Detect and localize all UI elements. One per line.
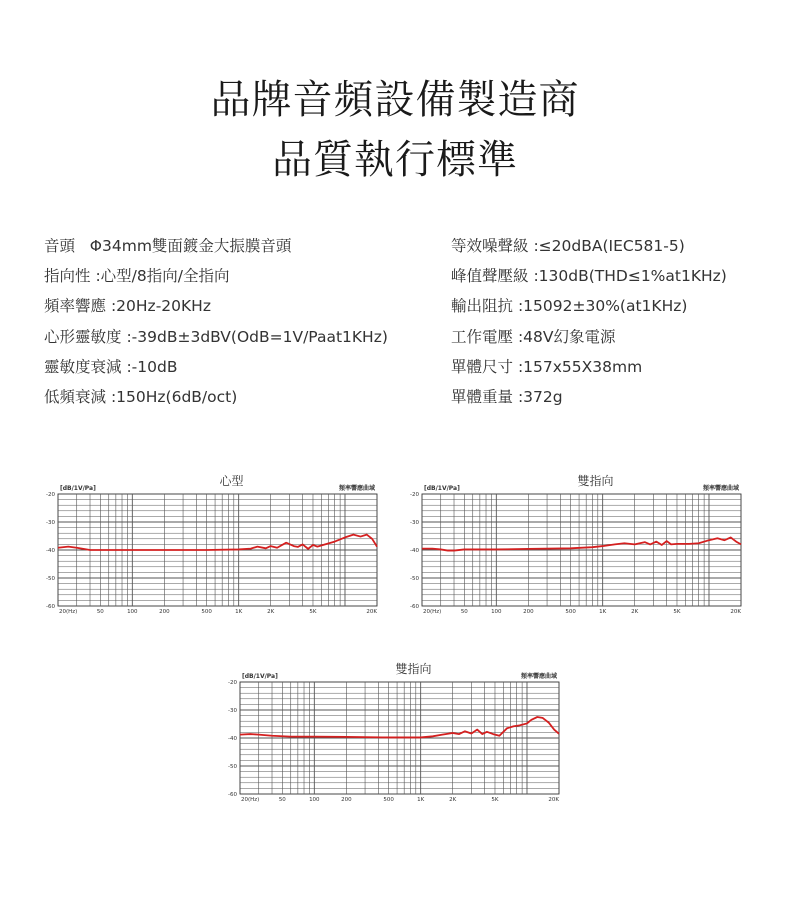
spec-row [44,387,388,417]
unit-label: [dB/1V/Pa] [60,485,96,492]
spec-label: 單體重量 [451,387,514,406]
x-tick-label: 20(Hz) [241,797,260,803]
spec-row [451,236,727,266]
chart-svg [404,472,749,622]
unit-label: [dB/1V/Pa] [242,673,278,680]
y-tick-label: -30 [410,520,419,526]
chart-right-label: 頻率響應曲域 [338,485,375,492]
y-tick-label: -40 [410,548,419,554]
spec-label: 頻率響應 [44,297,107,316]
spec-list-right [451,236,727,417]
spec-row [451,266,727,296]
x-tick-label: 20K [730,609,741,615]
spec-value: :≤20dBA(IEC581-5) [533,237,685,255]
chart-title: 雙指向 [395,662,432,676]
spec-row [44,357,388,387]
y-tick-label: -50 [46,576,55,582]
x-tick-label: 100 [491,609,502,615]
y-tick-label: -30 [46,520,55,526]
y-tick-label: -30 [228,708,237,714]
spec-value: Φ34mm雙面鍍金大振膜音頭 [89,237,292,255]
spec-label: 單體尺寸 [451,357,514,376]
chart-svg [222,660,567,810]
spec-row [451,296,727,326]
y-tick-label: -50 [410,576,419,582]
chart-title: 雙指向 [577,474,614,488]
spec-row [451,327,727,357]
x-tick-label: 1K [599,609,607,615]
spec-row [44,327,388,357]
x-tick-label: 50 [96,609,104,615]
x-tick-label: 1K [235,609,243,615]
x-tick-label: 100 [309,797,320,803]
spec-row [44,266,388,296]
y-tick-label: -40 [228,736,237,742]
spec-value: :157x55X38mm [517,357,643,376]
x-tick-label: 100 [127,609,138,615]
x-tick-label: 200 [523,609,534,615]
chart-cardioid [40,472,385,622]
spec-value: :-39dB±3dBV(OdB=1V/Paat1KHz) [126,327,388,346]
spec-label: 峰值聲壓級 [451,267,529,286]
y-tick-label: -20 [228,680,237,686]
spec-row [44,236,388,266]
x-tick-label: 2K [449,797,457,803]
spec-label: 靈敏度衰減 [44,357,122,376]
page-title-line2: 品質執行標準 [272,137,518,183]
spec-label: 等效噪聲級 [451,237,529,255]
x-tick-label: 50 [278,797,286,803]
x-tick-label: 2K [631,609,639,615]
x-tick-label: 20K [548,797,559,803]
y-tick-label: -20 [410,492,419,498]
x-tick-label: 20(Hz) [59,609,78,615]
x-tick-label: 5K [309,609,317,615]
x-tick-label: 20K [366,609,377,615]
spec-label: 心形靈敏度 [44,327,122,346]
spec-value: :130dB(THD≤1%at1KHz) [533,267,727,286]
x-tick-label: 200 [159,609,170,615]
spec-label: 低頻衰減 [44,387,107,406]
chart-right-label: 頻率響應曲域 [702,485,739,492]
spec-value: :150Hz(6dB/oct) [110,387,238,406]
y-tick-label: -40 [46,548,55,554]
chart-right-label: 頻率響應曲域 [520,673,557,680]
y-tick-label: -50 [228,764,237,770]
page-title-line1: 品牌音頻設備製造商 [210,77,580,123]
spec-label: 工作電壓 [451,327,514,346]
spec-row [44,296,388,326]
x-tick-label: 1K [417,797,425,803]
spec-list-left [44,236,388,417]
spec-value: :心型/8指向/全指向 [95,267,230,286]
chart-title: 心型 [219,474,244,488]
spec-label: 音頭 [44,237,76,255]
x-tick-label: 20(Hz) [423,609,442,615]
y-tick-label: -60 [410,604,419,610]
y-tick-label: -20 [46,492,55,498]
spec-value: :20Hz-20KHz [110,297,211,316]
spec-label: 輸出阻抗 [451,297,514,316]
chart-svg [40,472,385,622]
x-tick-label: 5K [673,609,681,615]
y-tick-label: -60 [228,792,237,798]
spec-value: :48V幻象電源 [517,327,616,346]
x-tick-label: 50 [460,609,468,615]
x-tick-label: 500 [383,797,394,803]
chart-figure8-top [404,472,749,622]
x-tick-label: 500 [201,609,212,615]
spec-value: :15092±30%(at1KHz) [517,297,688,316]
spec-value: :372g [517,387,563,406]
x-tick-label: 500 [565,609,576,615]
spec-label: 指向性 [44,267,91,286]
chart-figure8-bottom [222,660,567,810]
y-tick-label: -60 [46,604,55,610]
spec-row [451,387,727,417]
spec-row [451,357,727,387]
unit-label: [dB/1V/Pa] [424,485,460,492]
x-tick-label: 2K [267,609,275,615]
x-tick-label: 200 [341,797,352,803]
spec-value: :-10dB [126,357,178,376]
x-tick-label: 5K [491,797,499,803]
